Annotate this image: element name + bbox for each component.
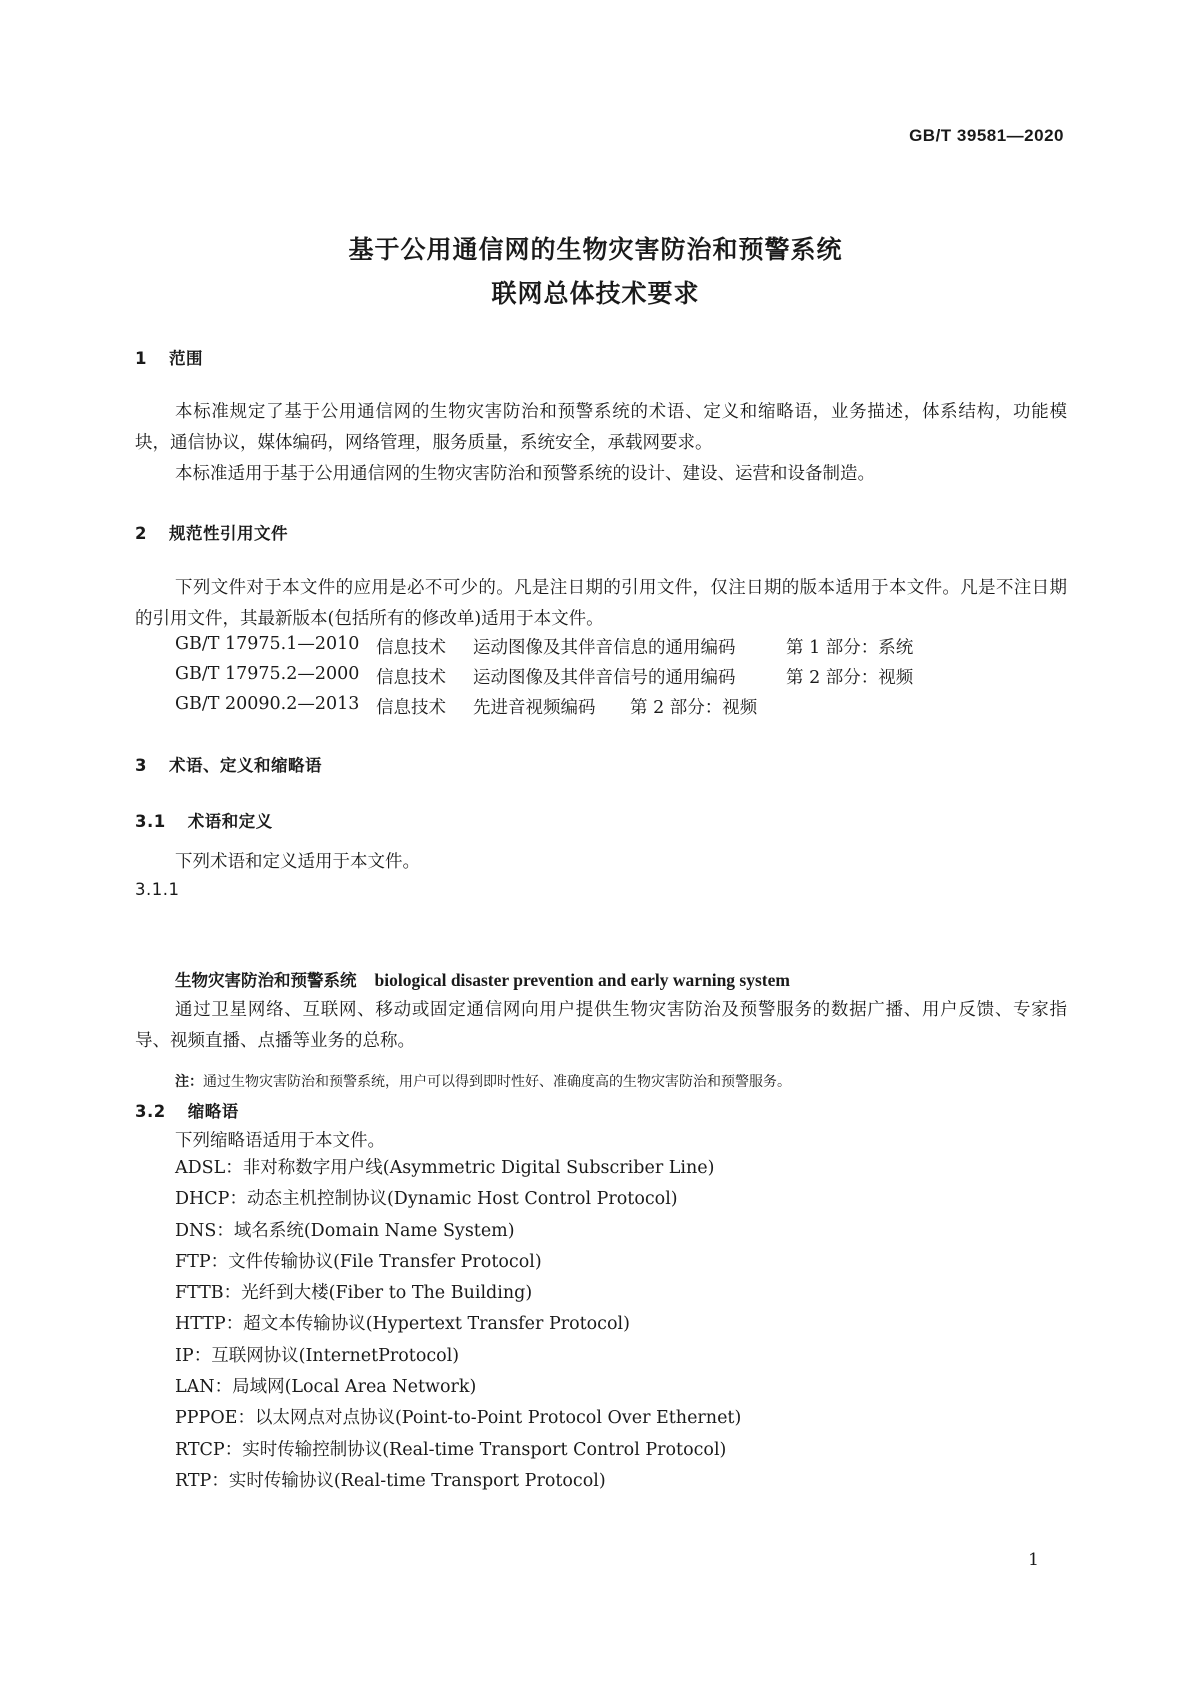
abbreviation-item: DHCP：动态主机控制协议(Dynamic Host Control Protocol) [175,1189,678,1210]
reference-title: 运动图像及其伴音信息的通用编码 [473,638,736,658]
term-chinese: 生物灾害防治和预警系统 [175,971,357,990]
reference-part: 第 2 部分：视频 [630,698,758,718]
document-title-line2: 联网总体技术要求 [491,279,700,308]
section-title: 范围 [168,349,203,368]
term-entry [175,967,790,991]
term-number: 3.1.1 [135,880,180,899]
document-title-line1: 基于公用通信网的生物灾害防治和预警系统 [348,235,843,264]
term-english: biological disaster prevention and early warning system [374,970,790,990]
reference-part: 第 2 部分：视频 [786,668,914,688]
reference-category: 信息技术 [376,638,446,658]
subsection-title: 缩略语 [187,1102,239,1121]
subsection-title: 术语和定义 [187,812,273,831]
section-2-heading [135,520,288,544]
term-definition: 通过卫星网络、互联网、移动或固定通信网向用户提供生物灾害防治及预警服务的数据广播、用户反馈、专家指导、视频直播、点播等业务的总称。 [135,1000,1067,1051]
abbreviation-item: RTCP：实时传输控制协议(Real-time Transport Control Protocol) [175,1439,727,1460]
section-3-heading [135,752,322,776]
reference-part: 第 1 部分：系统 [786,638,914,658]
terms-intro: 下列术语和定义适用于本文件。 [175,852,420,872]
abbreviation-item: ADSL：非对称数字用户线(Asymmetric Digital Subscriber Line) [175,1158,715,1178]
abbreviation-item: LAN：局域网(Local Area Network) [175,1377,477,1398]
scope-paragraph-2: 本标准适用于基于公用通信网的生物灾害防治和预警系统的设计、建设、运营和设备制造。 [175,464,875,484]
abbreviation-item: RTP：实时传输协议(Real-time Transport Protocol) [175,1470,606,1491]
abbreviation-item: FTP：文件传输协议(File Transfer Protocol) [175,1251,542,1272]
abbreviation-item: IP：互联网协议(InternetProtocol) [175,1345,460,1366]
reference-code: GB/T 20090.2—2013 [175,694,360,714]
subsection-3-1-heading [135,808,273,832]
abbreviation-item: PPPOE：以太网点对点协议(Point-to-Point Protocol Over Ethernet) [175,1408,742,1429]
reference-code: GB/T 17975.2—2000 [175,664,360,684]
section-1-heading [135,345,203,369]
section-number: 1 [135,349,147,368]
reference-title: 先进音视频编码 [473,698,596,718]
abbreviation-item: HTTP：超文本传输协议(Hypertext Transfer Protocol) [175,1314,630,1335]
reference-code: GB/T 17975.1—2010 [175,634,360,654]
section-number: 2 [135,524,147,543]
reference-category: 信息技术 [376,668,446,688]
subsection-3-2-heading [135,1098,239,1122]
scope-paragraph-1: 本标准规定了基于公用通信网的生物灾害防治和预警系统的术语、定义和缩略语，业务描述，体系结构，功能模块，通信协议，媒体编码，网络管理，服务质量，系统安全，承载网要求。 [135,402,1067,453]
section-title: 规范性引用文件 [168,524,288,543]
reference-title: 运动图像及其伴音信号的通用编码 [473,668,736,688]
section-title: 术语、定义和缩略语 [168,756,322,775]
note-label: 注： [175,1074,203,1090]
term-note [175,1071,791,1091]
subsection-number: 3.1 [135,812,166,831]
abbreviations-intro: 下列缩略语适用于本文件。 [175,1131,385,1151]
section-number: 3 [135,756,147,775]
abbreviation-item: FTTB：光纤到大楼(Fiber to The Building) [175,1283,533,1304]
page-number: 1 [1028,1550,1039,1570]
reference-category: 信息技术 [376,698,446,718]
note-text: 通过生物灾害防治和预警系统，用户可以得到即时性好、准确度高的生物灾害防治和预警服务。 [203,1074,791,1090]
references-intro: 下列文件对于本文件的应用是必不可少的。凡是注日期的引用文件，仅注日期的版本适用于本文件。凡是不注日期的引用文件，其最新版本(包括所有的修改单)适用于本文件。 [135,578,1067,629]
subsection-number: 3.2 [135,1102,166,1121]
abbreviation-item: DNS：域名系统(Domain Name System) [175,1220,515,1241]
standard-code: GB/T 39581—2020 [909,126,1064,145]
abbreviation-list [175,1153,741,1497]
